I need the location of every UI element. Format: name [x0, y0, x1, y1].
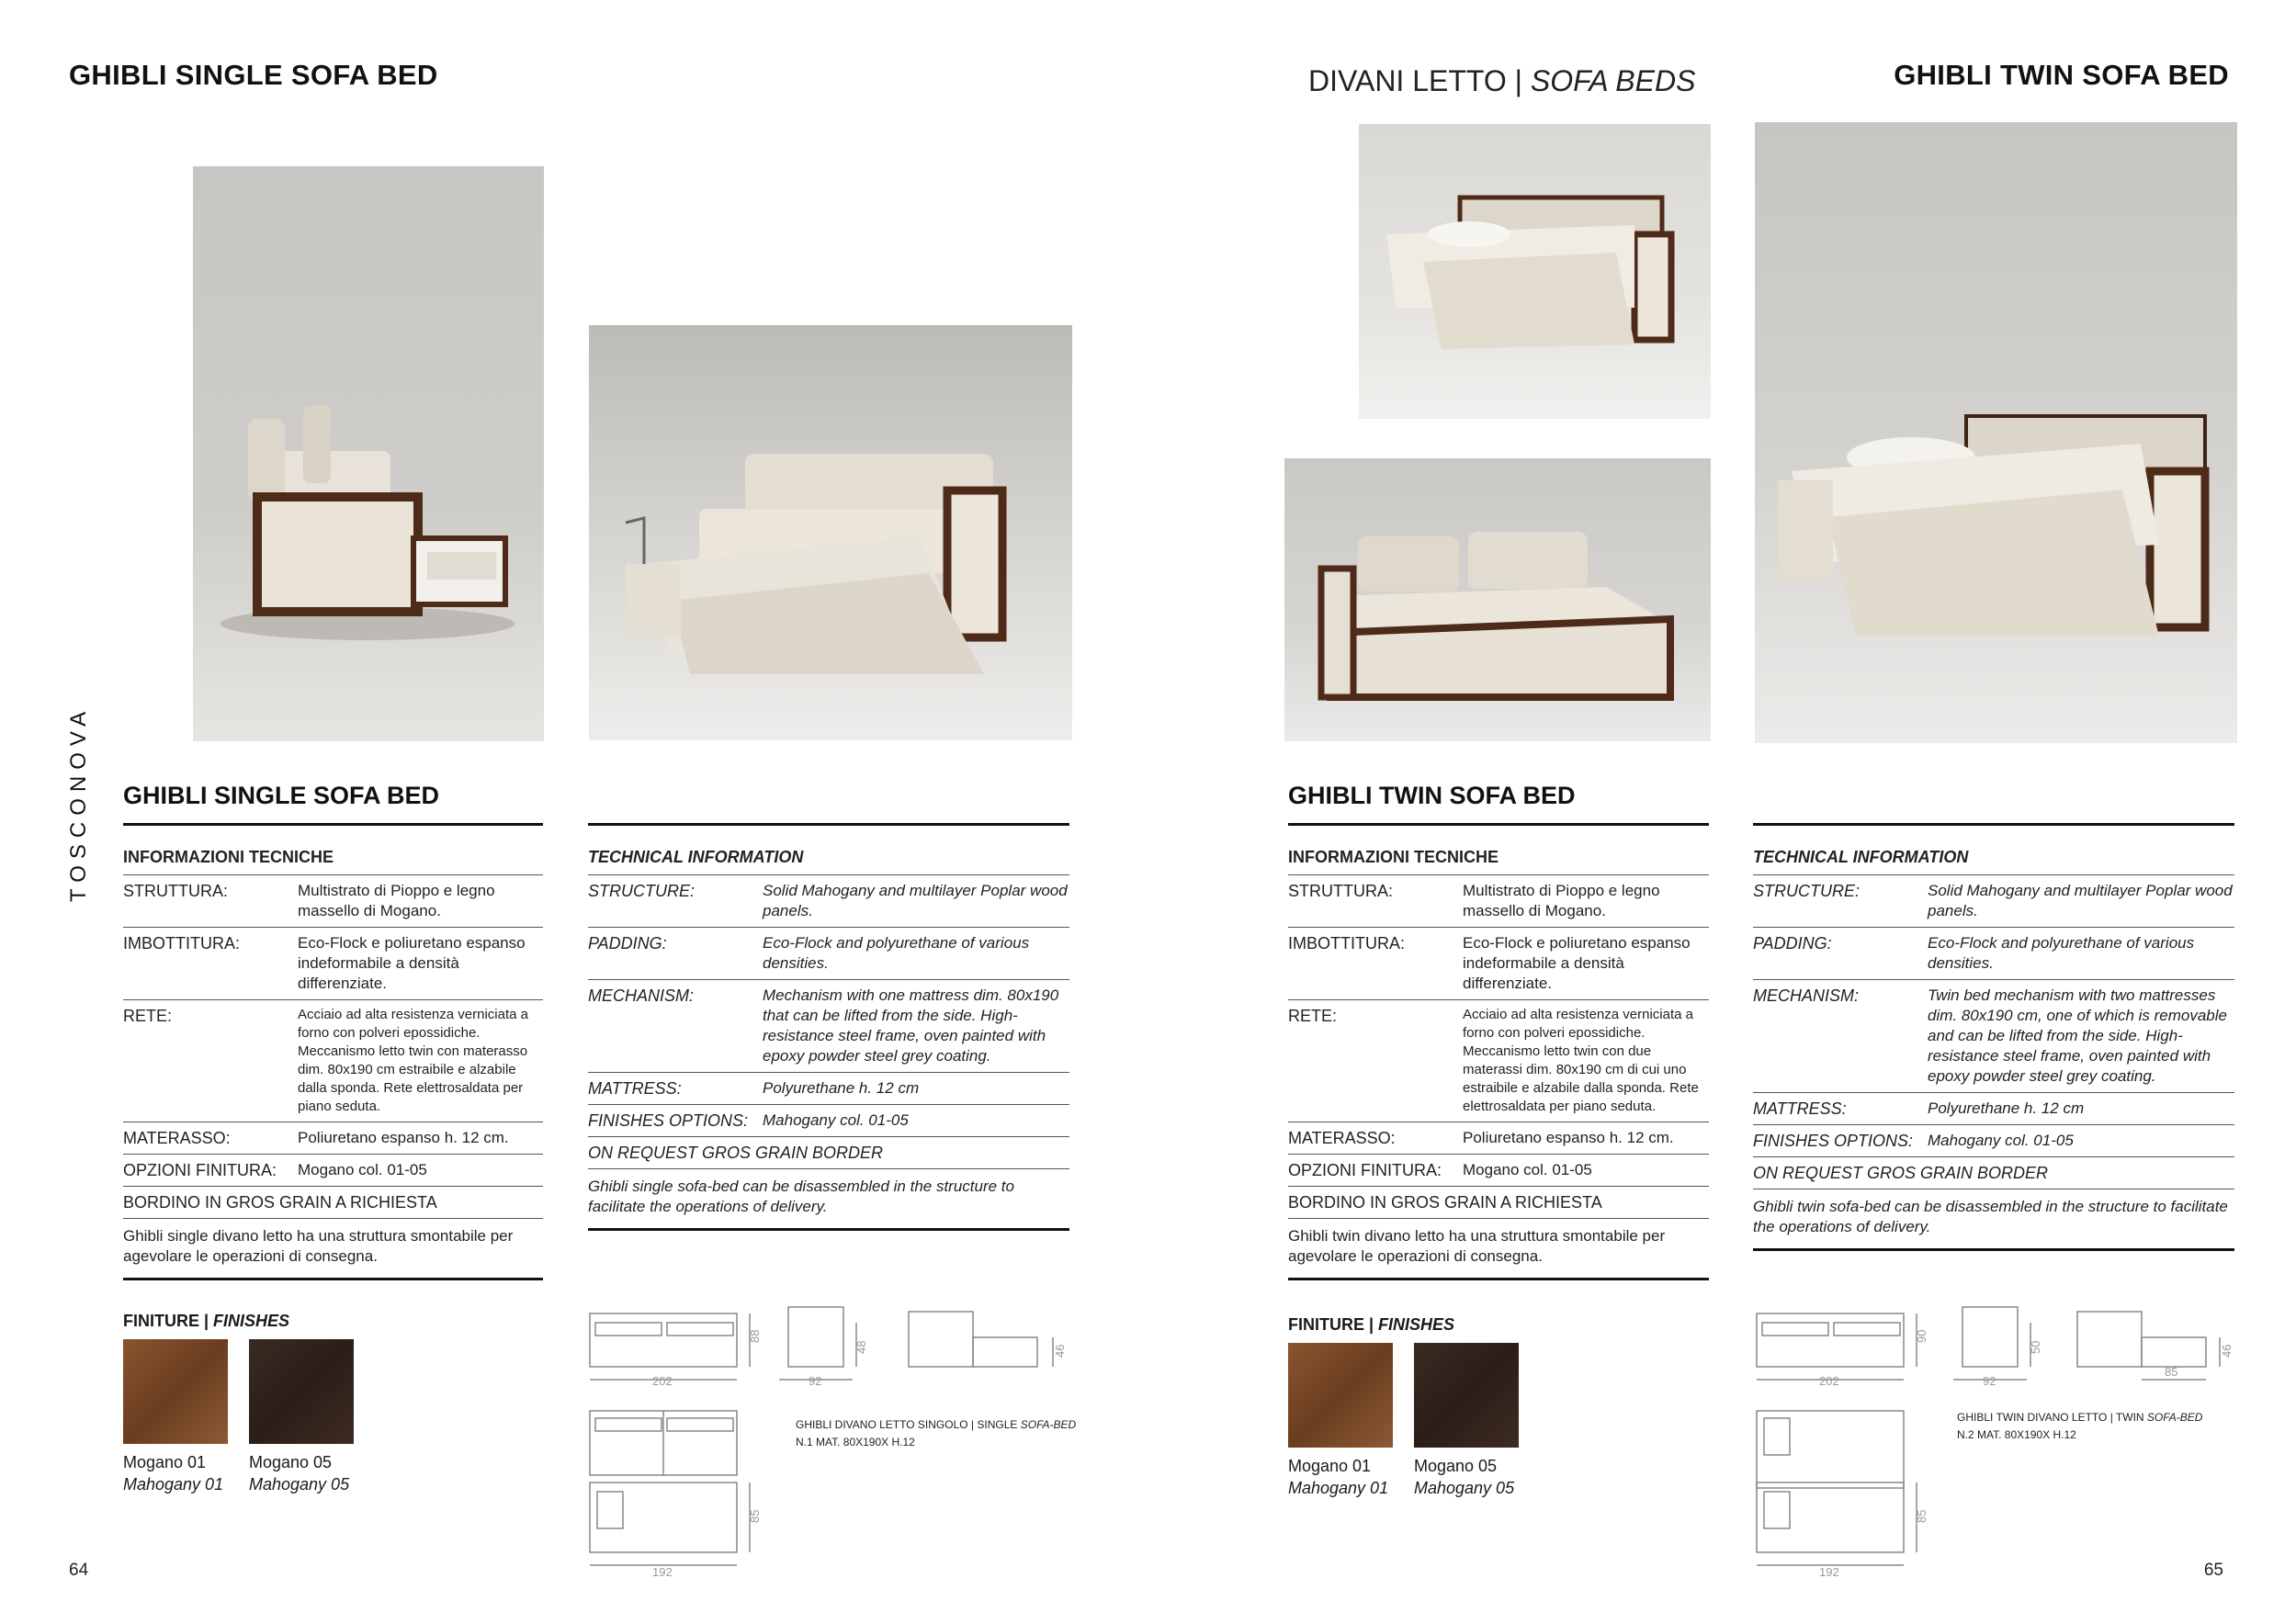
swatch-label-05	[1414, 1455, 1514, 1499]
spec-row	[1753, 928, 2234, 980]
spec-key: MATERASSO:	[1288, 1122, 1463, 1155]
left-drawing-caption	[796, 1416, 1076, 1451]
finishes-heading-english: FINISHES	[1378, 1315, 1455, 1334]
swatch-name-english: Mahogany 05	[249, 1475, 350, 1494]
dim-bed-width: 192	[652, 1565, 673, 1578]
swatch-label-05	[249, 1451, 349, 1495]
spec-row	[1288, 928, 1709, 1000]
spec-heading: INFORMAZIONI TECNICHE	[123, 838, 543, 875]
right-en-top-rule	[1753, 823, 2234, 826]
caption-line-1-italic: SOFA-BED	[2146, 1411, 2203, 1424]
left-section-title: GHIBLI SINGLE SOFA BED	[123, 782, 440, 809]
spec-row	[1753, 1125, 2234, 1157]
drawing-plan-view	[1757, 1411, 1904, 1488]
swatch-mahogany-01	[123, 1339, 228, 1444]
swatch-name-italian: Mogano 05	[249, 1453, 333, 1471]
spec-value: Acciaio ad alta resistenza verniciata a forno con polveri epossidiche. Meccanismo letto twin con due materassi dim. 80x190 cm di cui uno estraibile e alzabile dalla sponda. Rete elettrosaldata per piano seduta.	[1463, 1000, 1709, 1122]
right-it-top-rule	[1288, 823, 1709, 826]
spec-heading: TECHNICAL INFORMATION	[1753, 838, 2234, 875]
spec-row	[123, 1000, 543, 1122]
finishes-heading-italian: FINITURE |	[123, 1312, 214, 1330]
spec-value: Mogano col. 01-05	[298, 1155, 543, 1187]
spec-key: PADDING:	[1753, 928, 1928, 980]
spec-value: Eco-Flock and polyurethane of various densities.	[1928, 928, 2234, 980]
single-sofa-open-photo	[589, 325, 1072, 740]
dim-height: 88	[748, 1329, 762, 1343]
finishes-heading-english: FINISHES	[213, 1312, 290, 1330]
spec-row	[1753, 875, 2234, 928]
caption-line-1: GHIBLI DIVANO LETTO SINGOLO | SINGLE	[796, 1418, 1021, 1431]
spec-value: Mahogany col. 01-05	[763, 1105, 1069, 1137]
spec-key: STRUCTURE:	[588, 875, 763, 928]
spec-value: Eco-Flock e poliuretano espanso indeformabile a densità differenziate.	[298, 928, 543, 1000]
brand-logo-text: TOSCONOVA	[66, 705, 91, 902]
drawing-side-view	[1962, 1307, 2018, 1367]
dim-width: 202	[1819, 1374, 1839, 1388]
left-spec-english	[588, 838, 1069, 1231]
spec-row	[123, 1122, 543, 1155]
spec-key: IMBOTTITURA:	[1288, 928, 1463, 1000]
spec-key: FINISHES OPTIONS:	[588, 1105, 763, 1137]
assembly-note: Ghibli twin sofa-bed can be disassembled in the structure to facilitate the operations of delivery.	[1753, 1189, 2234, 1250]
dim-width: 202	[652, 1374, 673, 1388]
dim-seat-height: 48	[854, 1340, 868, 1354]
spec-heading: TECHNICAL INFORMATION	[588, 838, 1069, 875]
spec-row	[1753, 980, 2234, 1093]
caption-line-2: N.1 MAT. 80X190X H.12	[796, 1436, 915, 1449]
left-finishes-heading	[123, 1312, 289, 1331]
right-drawing-caption	[1957, 1409, 2202, 1444]
swatch-name-english: Mahogany 01	[123, 1475, 224, 1494]
caption-line-1-italic: SOFA-BED	[1020, 1418, 1077, 1431]
swatch-label-01	[123, 1451, 223, 1495]
spec-key: RETE:	[1288, 1000, 1463, 1122]
assembly-note: Ghibli twin divano letto ha una struttura smontabile per agevolare le operazioni di consegna.	[1288, 1219, 1709, 1279]
spec-key: MECHANISM:	[588, 980, 763, 1073]
twin-sofa-bed-open-photo-small	[1359, 124, 1711, 419]
spec-value: Mahogany col. 01-05	[1928, 1125, 2234, 1157]
spec-value: Acciaio ad alta resistenza verniciata a forno con polveri epossidiche. Meccanismo letto twin con materasso dim. 80x190 cm estraibile e alzabile dalla sponda. Rete elettrosaldata per piano seduta.	[298, 1000, 543, 1122]
swatch-label-01	[1288, 1455, 1388, 1499]
dim-depth: 92	[809, 1374, 822, 1388]
spec-value: Eco-Flock and polyurethane of various densities.	[763, 928, 1069, 980]
spec-key: MECHANISM:	[1753, 980, 1928, 1093]
right-finishes-heading	[1288, 1315, 1454, 1335]
spec-row	[588, 875, 1069, 928]
caption-line-2: N.2 MAT. 80X190X H.12	[1957, 1428, 2076, 1441]
right-page-number: 65	[2203, 1561, 2223, 1580]
section-title-italian: DIVANI LETTO |	[1308, 64, 1531, 97]
spec-key: OPZIONI FINITURA:	[1288, 1155, 1463, 1187]
finishes-heading-italian: FINITURE |	[1288, 1315, 1379, 1334]
catalog-section-title	[1308, 64, 1695, 98]
dim-side: 46	[1053, 1344, 1067, 1358]
spec-row	[588, 1105, 1069, 1137]
spec-value: Polyurethane h. 12 cm	[1928, 1093, 2234, 1125]
assembly-note: Ghibli single sofa-bed can be disassembled in the structure to facilitate the operations of delivery.	[588, 1169, 1069, 1230]
spec-value: Polyurethane h. 12 cm	[763, 1073, 1069, 1105]
spec-key: RETE:	[123, 1000, 298, 1122]
swatch-name-italian: Mogano 05	[1414, 1457, 1498, 1475]
drawing-bed-plan-view	[1757, 1482, 1904, 1552]
dim-bed-width: 192	[1819, 1565, 1839, 1578]
drawing-bed-plan-view	[590, 1482, 737, 1552]
spec-row	[1753, 1093, 2234, 1125]
spec-key: MATTRESS:	[1753, 1093, 1928, 1125]
drawing-side-view	[788, 1307, 843, 1367]
spec-value: Solid Mahogany and multilayer Poplar wood panels.	[1928, 875, 2234, 928]
drawing-front-view	[1757, 1313, 1904, 1367]
spec-value: Twin bed mechanism with two mattresses dim. 80x190 cm, one of which is removable and can be lifted from the side. High-resistance steel frame, oven painted with epoxy powder steel grey coating.	[1928, 980, 2234, 1093]
left-page-title: GHIBLI SINGLE SOFA BED	[69, 59, 438, 91]
spec-value: Poliuretano espanso h. 12 cm.	[298, 1122, 543, 1155]
drawing-side-open-view	[909, 1312, 973, 1367]
swatch-name-english: Mahogany 01	[1288, 1479, 1389, 1497]
section-title-english: SOFA BEDS	[1530, 64, 1696, 97]
left-page-number: 64	[69, 1561, 89, 1580]
spec-key: PADDING:	[588, 928, 763, 980]
twin-sofa-closed-photo	[1284, 458, 1711, 741]
spec-value: Mechanism with one mattress dim. 80x190 that can be lifted from the side. High-resistance steel frame, oven painted with epoxy powder steel grey coating.	[763, 980, 1069, 1073]
assembly-note: Ghibli single divano letto ha una struttura smontabile per agevolare le operazioni di consegna.	[123, 1219, 543, 1279]
spec-row	[588, 980, 1069, 1073]
dim-bed-depth-side: 85	[2165, 1365, 2178, 1379]
spec-row	[123, 875, 543, 928]
spec-key: FINISHES OPTIONS:	[1753, 1125, 1928, 1157]
spec-key: MATERASSO:	[123, 1122, 298, 1155]
spec-key: STRUTTURA:	[123, 875, 298, 928]
left-en-top-rule	[588, 823, 1069, 826]
border-option: BORDINO IN GROS GRAIN A RICHIESTA	[1288, 1187, 1709, 1219]
border-option: ON REQUEST GROS GRAIN BORDER	[588, 1137, 1069, 1169]
spec-row	[1288, 875, 1709, 928]
spec-row	[123, 928, 543, 1000]
spec-row	[588, 928, 1069, 980]
spec-value: Solid Mahogany and multilayer Poplar wood panels.	[763, 875, 1069, 928]
twin-sofa-bed-open-photo-large	[1755, 122, 2237, 743]
spec-key: MATTRESS:	[588, 1073, 763, 1105]
spec-key: IMBOTTITURA:	[123, 928, 298, 1000]
spec-value: Multistrato di Pioppo e legno massello di Mogano.	[1463, 875, 1709, 928]
drawing-side-open-view	[2077, 1312, 2142, 1367]
left-it-top-rule	[123, 823, 543, 826]
spec-key: STRUCTURE:	[1753, 875, 1928, 928]
spec-heading: INFORMAZIONI TECNICHE	[1288, 838, 1709, 875]
dim-depth: 92	[1983, 1374, 1996, 1388]
spec-key: OPZIONI FINITURA:	[123, 1155, 298, 1187]
right-spec-english	[1753, 838, 2234, 1251]
dim-bed-depth: 85	[748, 1509, 762, 1523]
dim-height: 90	[1915, 1329, 1928, 1343]
border-option: ON REQUEST GROS GRAIN BORDER	[1753, 1157, 2234, 1189]
spec-row	[1288, 1000, 1709, 1122]
single-sofa-side-photo	[193, 166, 544, 741]
spec-row	[1288, 1155, 1709, 1187]
spec-value: Mogano col. 01-05	[1463, 1155, 1709, 1187]
caption-line-1: GHIBLI TWIN DIVANO LETTO | TWIN	[1957, 1411, 2147, 1424]
spec-row	[588, 1073, 1069, 1105]
drawing-front-view	[590, 1313, 737, 1367]
right-page-title: GHIBLI TWIN SOFA BED	[1894, 59, 2229, 91]
spec-value: Multistrato di Pioppo e legno massello di Mogano.	[298, 875, 543, 928]
left-spec-italian	[123, 838, 543, 1280]
swatch-name-italian: Mogano 01	[123, 1453, 207, 1471]
dim-side: 46	[2220, 1344, 2234, 1358]
spec-row	[1288, 1122, 1709, 1155]
border-option: BORDINO IN GROS GRAIN A RICHIESTA	[123, 1187, 543, 1219]
spec-value: Poliuretano espanso h. 12 cm.	[1463, 1122, 1709, 1155]
dim-bed-depth: 85	[1915, 1509, 1928, 1523]
spec-value: Eco-Flock e poliuretano espanso indeformabile a densità differenziate.	[1463, 928, 1709, 1000]
swatch-name-italian: Mogano 01	[1288, 1457, 1372, 1475]
swatch-mahogany-01	[1288, 1343, 1393, 1448]
swatch-mahogany-05	[1414, 1343, 1519, 1448]
dim-seat-height: 50	[2029, 1340, 2042, 1354]
right-section-title: GHIBLI TWIN SOFA BED	[1288, 782, 1576, 809]
swatch-mahogany-05	[249, 1339, 354, 1444]
spec-row	[123, 1155, 543, 1187]
spec-key: STRUTTURA:	[1288, 875, 1463, 928]
swatch-name-english: Mahogany 05	[1414, 1479, 1515, 1497]
right-spec-italian	[1288, 838, 1709, 1280]
